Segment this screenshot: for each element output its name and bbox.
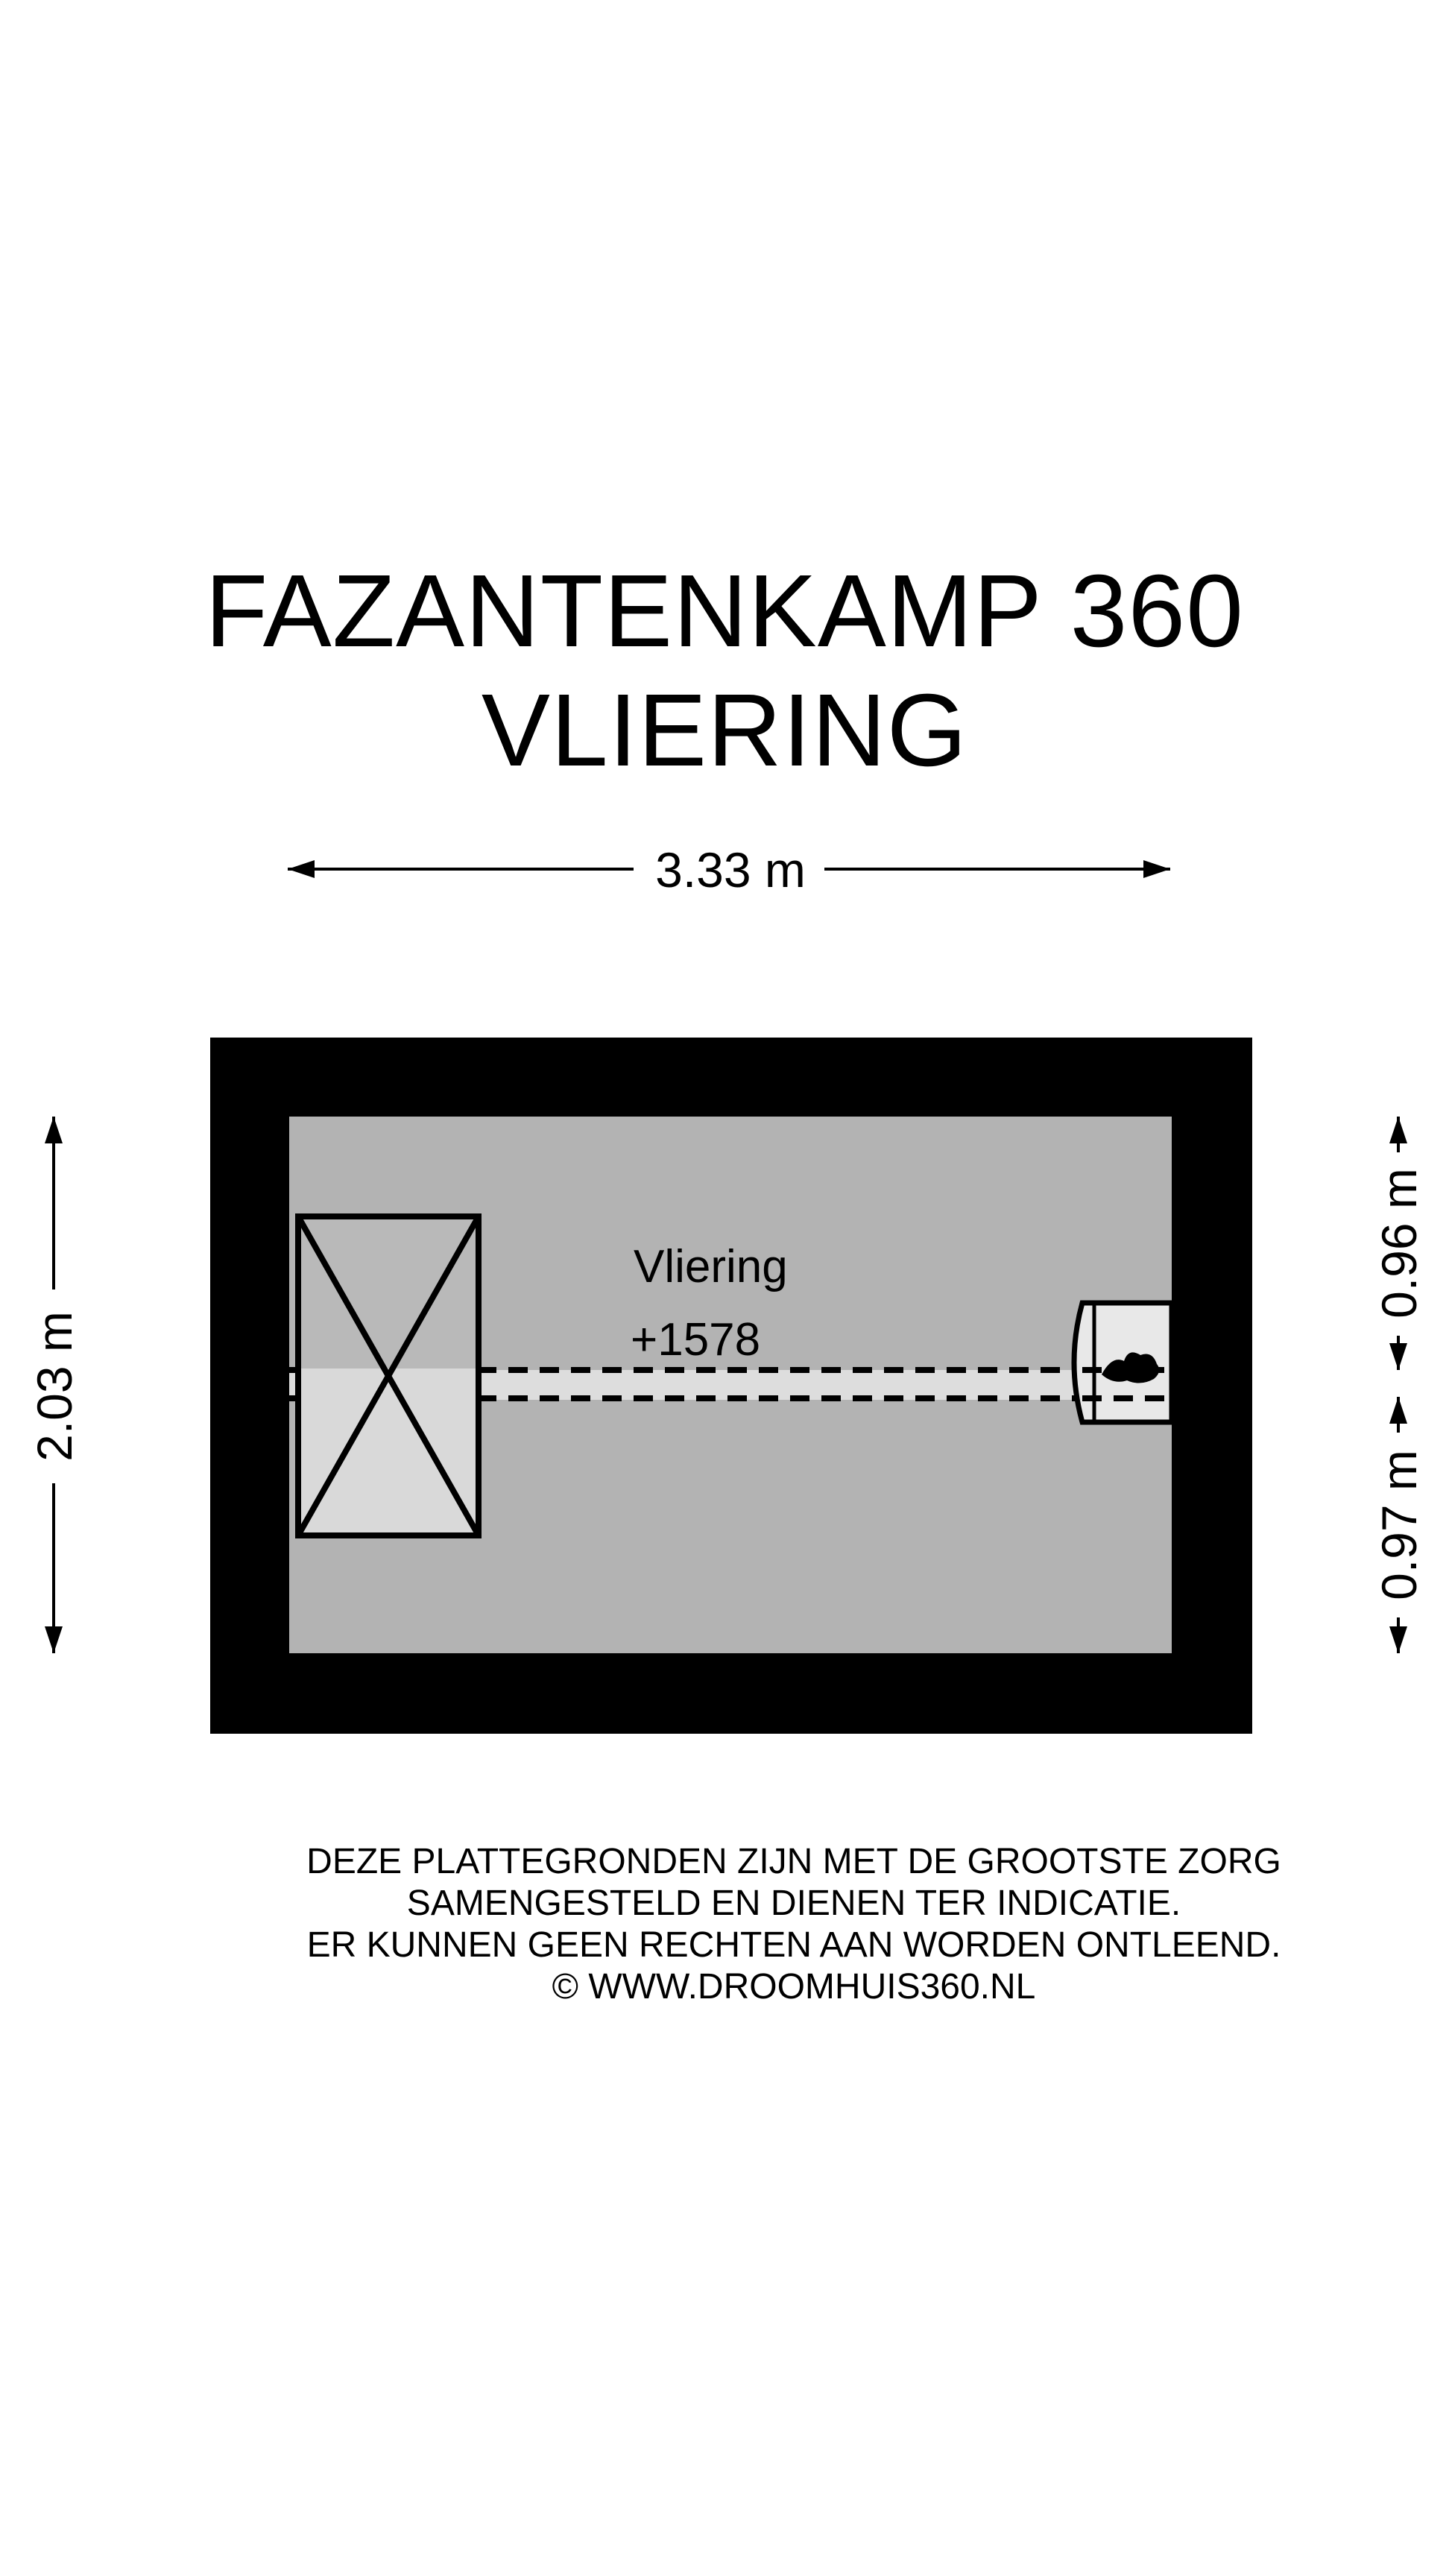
disclaimer-copyright: © WWW.DROOMHUIS360.NL [552,1967,1036,2007]
plan-title: FAZANTENKAMP 360 [205,554,1244,669]
disclaimer-line: DEZE PLATTEGRONDEN ZIJN MET DE GROOTSTE ZORG [306,1842,1281,1881]
arrow-down-icon [1389,1626,1407,1653]
room-name: Vliering [634,1241,788,1292]
depth-label: 2.03 m [27,1311,82,1462]
width-label: 3.33 m [655,842,806,897]
disclaimer [0,1841,1449,2008]
depth-dimension [27,1117,82,1653]
arrow-down-icon [45,1626,63,1653]
room-level: +1578 [631,1314,761,1366]
arrow-right-icon [1143,860,1170,878]
right-lower-dimension [1371,1397,1427,1653]
width-dimension [288,842,1170,897]
right-lower-label: 0.97 m [1371,1450,1427,1600]
plan-subtitle: VLIERING [481,673,968,788]
hatch-icon [298,1216,479,1535]
arrow-down-icon [1389,1343,1407,1370]
disclaimer-line: ER KUNNEN GEEN RECHTEN AAN WORDEN ONTLEEND. [306,1925,1281,1965]
right-upper-dimension [1371,1117,1427,1370]
arrow-left-icon [288,860,315,878]
hatch-upper-shade [301,1219,476,1368]
arrow-up-icon [45,1117,63,1143]
chimney-icon [1074,1303,1172,1422]
right-upper-label: 0.96 m [1371,1168,1427,1319]
disclaimer-line: SAMENGESTELD EN DIENEN TER INDICATIE. [406,1884,1181,1923]
